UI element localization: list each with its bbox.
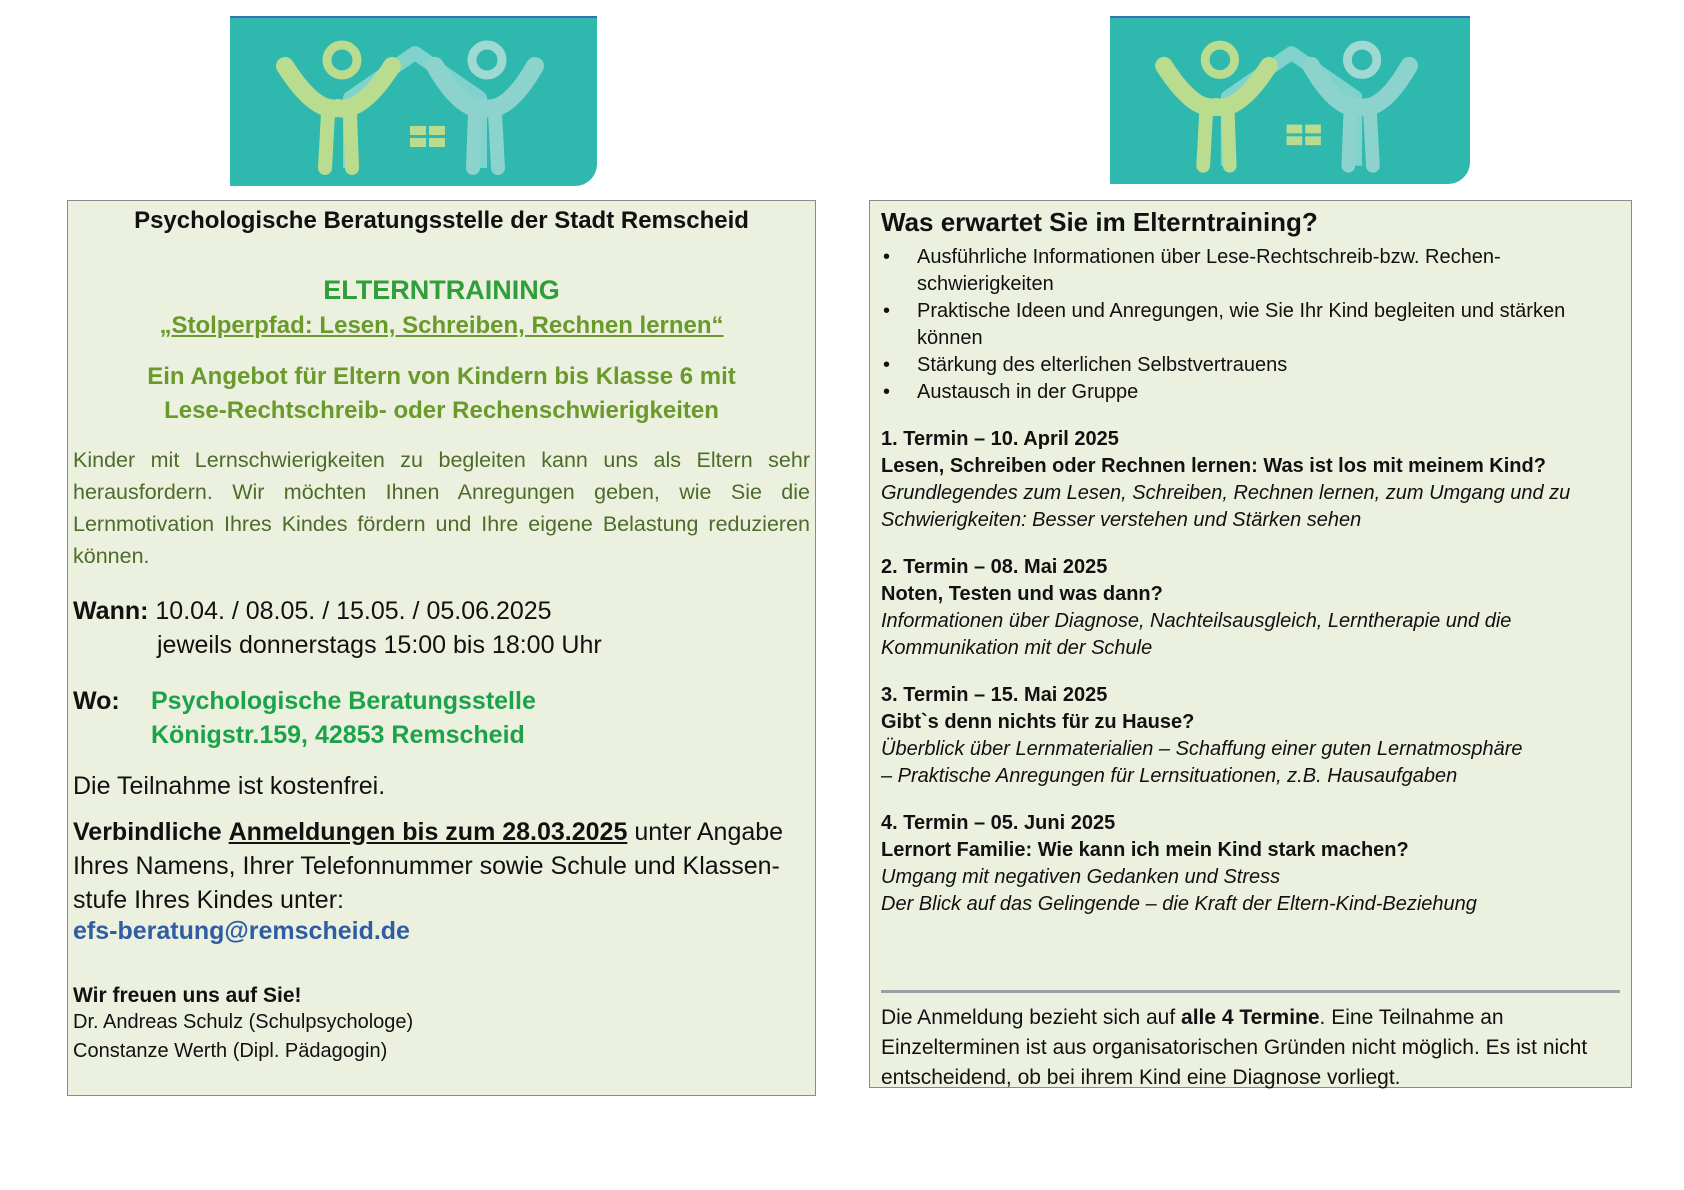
list-item: • Austausch in der Gruppe [881,379,1620,406]
family-house-logo-icon [1110,16,1470,184]
session-topic: Lernort Familie: Wie kann ich mein Kind stark machen? [881,839,1409,861]
note-text: Die Anmeldung bezieht sich auf [881,1006,1176,1029]
expectations-title: Was erwartet Sie im Elterntraining? [881,207,1318,237]
session-desc: Informationen über Diagnose, Nachteilsausgleich, Lerntherapie und die [881,610,1512,632]
where-label: Wo: [73,687,120,715]
where-name: Psychologische Beratungsstelle [151,687,536,715]
free-of-charge-note: Die Teilnahme ist kostenfrei. [73,772,386,800]
session-desc: Umgang mit negativen Gedanken und Stress [881,866,1281,888]
session-topic: Noten, Testen und was dann? [881,583,1163,605]
session-desc: – Praktische Anregungen für Lernsituationen, z.B. Hausaufgaben [881,765,1458,787]
session-desc: Der Blick auf das Gelingende – die Kraft der Eltern-Kind-Beziehung [881,893,1477,915]
divider [881,990,1620,993]
when-label: Wann: [73,597,149,625]
offer-line: Ein Angebot für Eltern von Kindern bis Klasse 6 mit [147,363,736,390]
session-topic: Gibt`s denn nichts für zu Hause? [881,711,1195,733]
offer-text [73,360,810,428]
note-emphasis: alle 4 Termine [1181,1006,1320,1029]
list-item: • Praktische Ideen und Anregungen, wie Sie Ihr Kind begleiten und stärken können [881,298,1620,352]
registration-note [881,1003,1620,1093]
session-desc: Grundlegendes zum Lesen, Schreiben, Rechnen lernen, zum Umgang und zu [881,482,1571,504]
note-text: . Eine Teilnahme an Einzelterminen ist aus organisatorischen Gründen nicht möglich. Es ist nicht entscheidend, ob bei ihrem Kind eine Diagnose vorliegt. [881,1006,1588,1089]
session-desc: Überblick über Lernmaterialien – Schaffung einer guten Lernatmosphäre [881,738,1523,760]
when-section [73,594,810,662]
offer-line: Lese-Rechtschreib- oder Rechenschwierigkeiten [164,397,719,424]
registration-deadline: Anmeldungen bis zum 28.03.2025 [228,818,628,846]
family-house-logo-svg [230,18,597,186]
flyer-right-panel [869,200,1632,1088]
program-title: ELTERNTRAINING [323,275,560,305]
registration-text [73,815,810,917]
session-topic: Lesen, Schreiben oder Rechnen lernen: Was ist los mit meinem Kind? [881,455,1546,477]
session-block [881,810,1620,918]
session-date: 1. Termin – 10. April 2025 [881,428,1119,450]
session-date: 3. Termin – 15. Mai 2025 [881,684,1108,706]
family-house-logo-svg [1110,18,1470,184]
program-subtitle: „Stolperpfad: Lesen, Schreiben, Rechnen lernen“ [159,312,724,339]
where-section [73,684,810,752]
when-dates: 10.04. / 08.05. / 15.05. / 05.06.2025 [155,597,552,625]
family-house-logo-icon [230,16,597,186]
session-block [881,554,1620,662]
session-desc: Kommunikation mit der Schule [881,637,1153,659]
when-times: jeweils donnerstags 15:00 bis 18:00 Uhr [157,631,602,659]
expectations-list [881,244,1620,406]
session-desc: Schwierigkeiten: Besser verstehen und Stärken sehen [881,509,1362,531]
signer: Dr. Andreas Schulz (Schulpsychologe) [73,1011,414,1033]
list-item: • Stärkung des elterlichen Selbstvertrauens [881,352,1620,379]
list-item: • Ausführliche Informationen über Lese-Rechtschreib-bzw. Rechen-schwierigkeiten [881,244,1620,298]
email-link[interactable]: efs-beratung@remscheid.de [73,917,410,945]
registration-binding: Verbindliche [73,818,222,846]
session-date: 4. Termin – 05. Juni 2025 [881,812,1116,834]
session-block [881,682,1620,790]
session-block [881,426,1620,534]
where-address: Königstr.159, 42853 Remscheid [151,721,525,749]
registration-details: unter Angabe Ihres Namens, Ihrer Telefonnummer sowie Schule und Klassen-stufe Ihres Kindes unter: [73,818,784,914]
signer: Constanze Werth (Dipl. Pädagogin) [73,1040,388,1062]
greeting: Wir freuen uns auf Sie! [73,984,302,1007]
session-date: 2. Termin – 08. Mai 2025 [881,556,1108,578]
organization-title: Psychologische Beratungsstelle der Stadt Remscheid [134,207,749,234]
flyer-left-panel [67,200,816,1096]
intro-paragraph: Kinder mit Lernschwierigkeiten zu begleiten kann uns als Eltern sehr herausfordern. Wir möchten Ihnen Anregungen geben, wie Sie die Lernmotivation Ihres Kindes fördern und Ihre eigene Belastung reduzieren können. [73,448,810,568]
